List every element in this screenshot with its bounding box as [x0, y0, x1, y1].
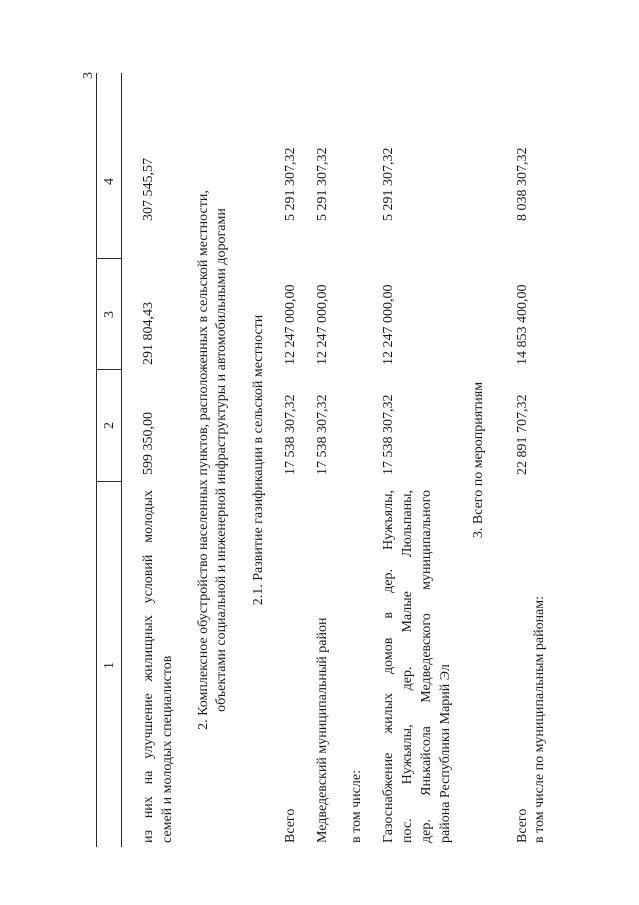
row-medvedevsky-col4: 5 291 307,32 [315, 147, 330, 221]
row-young-families-label-line1: из них на улучшение жилищных условий молодых [141, 490, 156, 843]
row-gas-supply-label-line1: Газоснабжение жилых домов в дер. Нужъялы, [381, 490, 396, 843]
section-2-1-heading: 2.1. Развитие газификации в сельской местности [251, 314, 266, 606]
header-divider-3 [96, 258, 122, 259]
row-gas-supply-col3: 12 247 000,00 [381, 284, 396, 365]
section-3-heading: 3. Всего по мероприятиям [471, 381, 486, 539]
column-number-1: 1 [102, 662, 117, 669]
row-gas-supply-label-line3: дер. Янькайсола Медведевского муниципального [419, 490, 434, 843]
row-total-21-col3: 12 247 000,00 [283, 284, 298, 365]
row-grand-total-col2: 22 891 707,32 [515, 394, 530, 475]
row-medvedevsky-col3: 12 247 000,00 [315, 284, 330, 365]
row-total-21-col4: 5 291 307,32 [283, 147, 298, 221]
page-number: 3 [81, 72, 96, 79]
column-number-3: 3 [102, 311, 117, 318]
row-gas-supply-col2: 17 538 307,32 [381, 394, 396, 475]
table-header-rule [121, 73, 122, 847]
row-total-21-label: Всего [283, 808, 298, 843]
section-2-heading-line2: объектами социальной и инженерной инфраструктуры и автомобильными дорогами [214, 208, 229, 712]
row-total-21-col2: 17 538 307,32 [283, 394, 298, 475]
column-number-2: 2 [102, 422, 117, 429]
row-gas-supply-label-line2: пос. Нужъялы, дер. Малые Люльпаны, [400, 490, 415, 843]
header-divider-2 [96, 369, 122, 370]
header-divider-1 [96, 481, 122, 482]
row-grand-total-label-line1: Всего [515, 808, 530, 843]
row-gas-supply-label-line4: района Республики Марий Эл [438, 664, 453, 843]
row-young-families-col4: 307 545,57 [141, 158, 156, 221]
row-young-families-col2: 599 350,00 [141, 412, 156, 475]
table-top-rule [96, 73, 97, 847]
row-grand-total-col3: 14 853 400,00 [515, 284, 530, 365]
row-medvedevsky-label: Медведевский муниципальный район [315, 617, 330, 843]
row-young-families-label-line2: семей и молодых специалистов [160, 655, 175, 843]
row-young-families-col3: 291 804,43 [141, 302, 156, 365]
row-grand-total-label-line2: в том числе по муниципальным районам: [532, 595, 547, 843]
section-2-heading-line1: 2. Комплексное обустройство населенных пунктов, расположенных в сельской местности, [196, 190, 211, 730]
row-medvedevsky-col2: 17 538 307,32 [315, 394, 330, 475]
column-number-4: 4 [102, 178, 117, 185]
row-gas-supply-col4: 5 291 307,32 [381, 147, 396, 221]
row-including-label: в том числе: [349, 770, 364, 843]
row-grand-total-col4: 8 038 307,32 [515, 147, 530, 221]
